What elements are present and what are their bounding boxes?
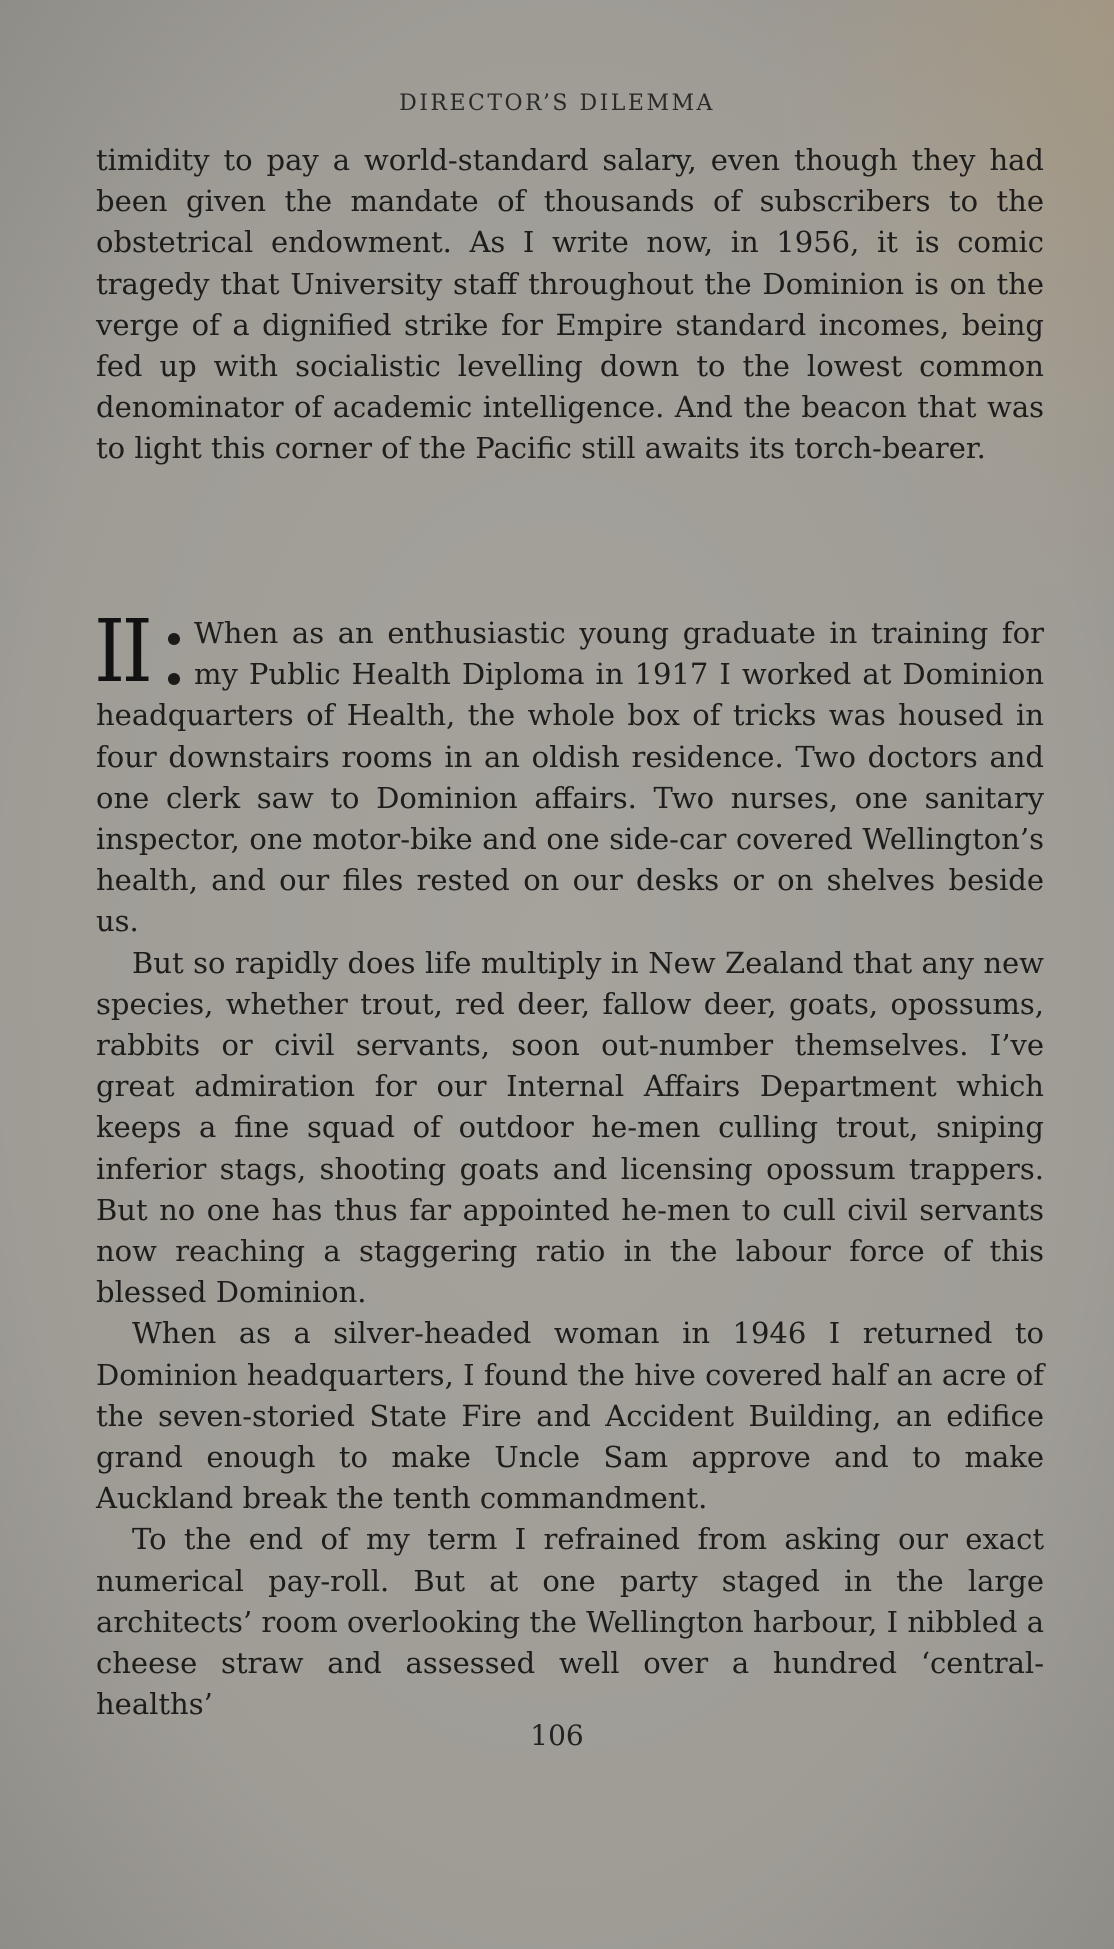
paragraph: When as a silver-headed woman in 1946 I returned to Dominion headquarters, I found the hive covered half an acre of the seven-storied State Fire and Accident Building, an edifice grand enough to make Uncle Sam approve and to make Auckland break the tenth commandment. bbox=[96, 1316, 1044, 1516]
paragraph-text: When as an enthusiastic young graduate in training for my Public Health Diploma in 1917 I worked at Dominion headquarters of Health, the whole box of tricks was housed in four downstairs rooms in an oldish residence. Two doctors and one clerk saw to Dominion affairs. Two nurses, one sanitary inspector, one motor-bike and one side-car covered Wellington’s health, and our files rested on our desks or on shelves beside us. bbox=[96, 616, 1044, 939]
paragraph: timidity to pay a world-standard salary, even though they had been given the mandate of thousands of subscribers to the obstetrical endowment. As I write now, in 1956, it is comic tragedy that University staff throughout the Dominion is on the verge of a dignified strike for Empire standard incomes, being fed up with socialistic levelling down to the lowest common denominator of academic intelligence. And the beacon that was to light this corner of the Pacific still awaits its torch-bearer. bbox=[96, 143, 1044, 466]
page-number: 106 bbox=[530, 1719, 584, 1752]
section-number: II bbox=[94, 602, 150, 702]
section-2-text bbox=[94, 602, 1044, 1725]
paragraph: But so rapidly does life multiply in New Zealand that any new species, whether trout, red deer, fallow deer, goats, opossums, rabbits or civil servants, soon out-number themselves. I’ve great admiration for our Internal Affairs Department which keeps a fine squad of outdoor he-men culling trout, sniping inferior stags, shooting goats and licensing opossum trappers. But no one has thus far appointed he-men to cull civil servants now reaching a staggering ratio in the labour force of this blessed Dominion. bbox=[96, 945, 1044, 1310]
section-1-text bbox=[96, 140, 1044, 470]
paragraph: To the end of my term I refrained from asking our exact numerical pay-roll. But at one party staged in the large architects’ room overlooking the Wellington harbour, I nibbled a cheese straw and assessed well over a hundred ‘central-healths’ bbox=[96, 1522, 1044, 1722]
running-head: DIRECTOR’S DILEMMA bbox=[399, 91, 715, 116]
paragraph bbox=[94, 602, 1044, 943]
section-number-colon bbox=[164, 613, 186, 695]
